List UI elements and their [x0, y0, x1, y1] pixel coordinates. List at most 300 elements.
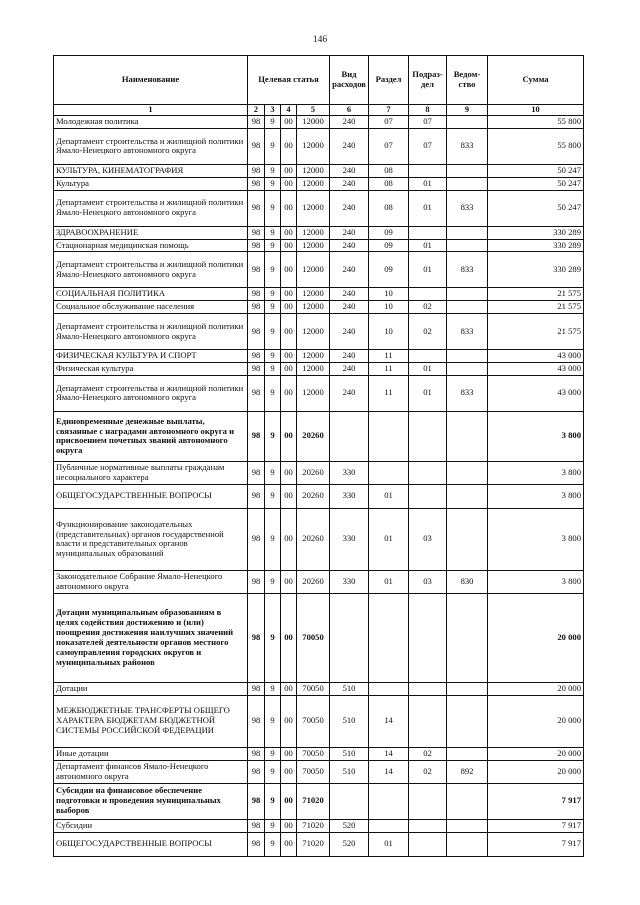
expense-type: 510 [330, 695, 369, 747]
target-code: 12000 [297, 288, 330, 301]
expense-type: 240 [330, 375, 369, 411]
row-name: Физическая культура [54, 363, 248, 376]
target-code: 12000 [297, 375, 330, 411]
amount: 20 000 [488, 695, 584, 747]
expense-type: 240 [330, 128, 369, 164]
amount: 7 917 [488, 832, 584, 856]
row-name: ОБЩЕГОСУДАРСТВЕННЫЕ ВОПРОСЫ [54, 832, 248, 856]
amount: 7 917 [488, 819, 584, 832]
row-name: Функционирование законодательных (представительных) органов государственной власти и представительных органов муниципальных образований [54, 508, 248, 570]
table-row [54, 288, 584, 301]
section-code: 01 [369, 484, 409, 508]
expense-type [330, 411, 369, 461]
department-code [447, 164, 488, 177]
section-code: 08 [369, 164, 409, 177]
subsection-code [409, 832, 447, 856]
target-subprogram: 9 [265, 314, 281, 350]
target-group: 00 [281, 190, 297, 226]
table-row [54, 226, 584, 239]
department-code [447, 819, 488, 832]
subsection-code: 02 [409, 301, 447, 314]
row-name: Департамент строительства и жилищной политики Ямало-Ненецкого автономного округа [54, 128, 248, 164]
row-name: Департамент строительства и жилищной политики Ямало-Ненецкого автономного округа [54, 314, 248, 350]
row-name: Законодательное Собрание Ямало-Ненецкого автономного округа [54, 570, 248, 593]
table-row [54, 239, 584, 252]
expense-type: 520 [330, 819, 369, 832]
target-subprogram: 9 [265, 128, 281, 164]
target-program: 98 [248, 363, 265, 376]
target-program: 98 [248, 461, 265, 484]
amount: 20 000 [488, 593, 584, 682]
page-number: 146 [312, 35, 328, 45]
budget-table [53, 55, 584, 857]
target-program: 98 [248, 819, 265, 832]
expense-type: 520 [330, 832, 369, 856]
row-name: Субсидии на финансовое обеспечение подготовки и проведения муниципальных выборов [54, 783, 248, 819]
table-row [54, 484, 584, 508]
column-number: 10 [488, 105, 584, 116]
target-program: 98 [248, 508, 265, 570]
subsection-code: 02 [409, 747, 447, 760]
section-code: 11 [369, 375, 409, 411]
expense-type: 330 [330, 570, 369, 593]
subsection-code: 01 [409, 177, 447, 190]
target-program: 98 [248, 252, 265, 288]
target-subprogram: 9 [265, 190, 281, 226]
amount: 21 575 [488, 314, 584, 350]
target-group: 00 [281, 747, 297, 760]
amount: 55 800 [488, 128, 584, 164]
department-code [447, 783, 488, 819]
amount: 55 800 [488, 116, 584, 129]
target-group: 00 [281, 164, 297, 177]
target-code: 20260 [297, 484, 330, 508]
section-code: 07 [369, 128, 409, 164]
target-code: 12000 [297, 252, 330, 288]
amount: 3 800 [488, 484, 584, 508]
target-program: 98 [248, 747, 265, 760]
target-program: 98 [248, 593, 265, 682]
amount: 7 917 [488, 783, 584, 819]
section-code [369, 819, 409, 832]
target-subprogram: 9 [265, 164, 281, 177]
subsection-code [409, 783, 447, 819]
target-program: 98 [248, 760, 265, 783]
target-program: 98 [248, 375, 265, 411]
table-row [54, 747, 584, 760]
target-group: 00 [281, 375, 297, 411]
subsection-code [409, 484, 447, 508]
subsection-code: 02 [409, 314, 447, 350]
target-subprogram: 9 [265, 288, 281, 301]
target-code: 20260 [297, 411, 330, 461]
row-name: Культура [54, 177, 248, 190]
expense-type: 240 [330, 177, 369, 190]
expense-type: 240 [330, 350, 369, 363]
department-code: 833 [447, 128, 488, 164]
subsection-code: 07 [409, 128, 447, 164]
target-subprogram: 9 [265, 239, 281, 252]
table-row [54, 252, 584, 288]
target-code: 20260 [297, 570, 330, 593]
subsection-code: 03 [409, 570, 447, 593]
section-code: 14 [369, 695, 409, 747]
column-number-row [54, 105, 584, 116]
target-program: 98 [248, 570, 265, 593]
target-subprogram: 9 [265, 350, 281, 363]
target-subprogram: 9 [265, 411, 281, 461]
target-code: 70050 [297, 760, 330, 783]
target-group: 00 [281, 239, 297, 252]
target-subprogram: 9 [265, 783, 281, 819]
row-name: Публичные нормативные выплаты гражданам несоциального характера [54, 461, 248, 484]
target-subprogram: 9 [265, 116, 281, 129]
target-code: 12000 [297, 177, 330, 190]
subsection-code: 01 [409, 252, 447, 288]
expense-type: 240 [330, 314, 369, 350]
expense-type: 240 [330, 288, 369, 301]
target-group: 00 [281, 288, 297, 301]
target-program: 98 [248, 314, 265, 350]
subsection-code [409, 288, 447, 301]
target-subprogram: 9 [265, 747, 281, 760]
department-code [447, 508, 488, 570]
column-number: 1 [54, 105, 248, 116]
target-program: 98 [248, 190, 265, 226]
column-number: 6 [330, 105, 369, 116]
target-group: 00 [281, 760, 297, 783]
amount: 3 800 [488, 570, 584, 593]
target-program: 98 [248, 695, 265, 747]
table-row [54, 350, 584, 363]
section-code: 08 [369, 177, 409, 190]
table-row [54, 832, 584, 856]
table-row [54, 164, 584, 177]
amount: 21 575 [488, 301, 584, 314]
target-code: 71020 [297, 832, 330, 856]
header-expense-type: Вид расходов [330, 56, 369, 105]
expense-type: 510 [330, 682, 369, 695]
expense-type: 510 [330, 747, 369, 760]
row-name: ЗДРАВООХРАНЕНИЕ [54, 226, 248, 239]
section-code: 08 [369, 190, 409, 226]
subsection-code: 01 [409, 190, 447, 226]
table-row [54, 508, 584, 570]
department-code [447, 682, 488, 695]
row-name: Департамент финансов Ямало-Ненецкого автономного округа [54, 760, 248, 783]
target-code: 70050 [297, 682, 330, 695]
section-code: 14 [369, 747, 409, 760]
row-name: Дотации [54, 682, 248, 695]
row-name: Иные дотации [54, 747, 248, 760]
subsection-code [409, 164, 447, 177]
target-subprogram: 9 [265, 593, 281, 682]
amount: 3 800 [488, 508, 584, 570]
section-code [369, 682, 409, 695]
target-code: 12000 [297, 128, 330, 164]
expense-type: 240 [330, 239, 369, 252]
subsection-code [409, 411, 447, 461]
column-number: 3 [265, 105, 281, 116]
target-code: 12000 [297, 314, 330, 350]
subsection-code: 02 [409, 760, 447, 783]
amount: 20 000 [488, 760, 584, 783]
row-name: ФИЗИЧЕСКАЯ КУЛЬТУРА И СПОРТ [54, 350, 248, 363]
target-subprogram: 9 [265, 832, 281, 856]
expense-type [330, 783, 369, 819]
column-number: 5 [297, 105, 330, 116]
target-subprogram: 9 [265, 301, 281, 314]
target-program: 98 [248, 411, 265, 461]
department-code [447, 695, 488, 747]
target-subprogram: 9 [265, 508, 281, 570]
target-group: 00 [281, 177, 297, 190]
subsection-code [409, 682, 447, 695]
target-group: 00 [281, 461, 297, 484]
target-subprogram: 9 [265, 760, 281, 783]
section-code [369, 461, 409, 484]
target-code: 70050 [297, 593, 330, 682]
target-subprogram: 9 [265, 226, 281, 239]
amount: 3 800 [488, 411, 584, 461]
table-row [54, 375, 584, 411]
header-row [54, 56, 584, 105]
target-group: 00 [281, 682, 297, 695]
expense-type: 330 [330, 484, 369, 508]
section-code: 09 [369, 226, 409, 239]
subsection-code [409, 819, 447, 832]
target-program: 98 [248, 682, 265, 695]
row-name: ОБЩЕГОСУДАРСТВЕННЫЕ ВОПРОСЫ [54, 484, 248, 508]
target-program: 98 [248, 288, 265, 301]
target-group: 00 [281, 226, 297, 239]
department-code [447, 363, 488, 376]
target-subprogram: 9 [265, 484, 281, 508]
section-code [369, 593, 409, 682]
amount: 43 000 [488, 350, 584, 363]
section-code: 07 [369, 116, 409, 129]
target-subprogram: 9 [265, 177, 281, 190]
subsection-code: 07 [409, 116, 447, 129]
row-name: Социальное обслуживание населения [54, 301, 248, 314]
section-code: 14 [369, 760, 409, 783]
target-program: 98 [248, 239, 265, 252]
section-code: 10 [369, 288, 409, 301]
target-group: 00 [281, 128, 297, 164]
target-code: 12000 [297, 350, 330, 363]
expense-type: 330 [330, 508, 369, 570]
department-code [447, 301, 488, 314]
target-code: 71020 [297, 783, 330, 819]
section-code: 01 [369, 508, 409, 570]
target-subprogram: 9 [265, 819, 281, 832]
row-name: Молодежная политика [54, 116, 248, 129]
target-code: 20260 [297, 508, 330, 570]
target-code: 12000 [297, 363, 330, 376]
amount: 330 289 [488, 239, 584, 252]
row-name: Единовременные денежные выплаты, связанные с наградами автономного округа и присвоением почетных званий автономного округа [54, 411, 248, 461]
target-program: 98 [248, 832, 265, 856]
target-code: 70050 [297, 747, 330, 760]
column-number: 8 [409, 105, 447, 116]
target-subprogram: 9 [265, 695, 281, 747]
department-code [447, 747, 488, 760]
target-code: 70050 [297, 695, 330, 747]
table-row [54, 128, 584, 164]
row-name: СОЦИАЛЬНАЯ ПОЛИТИКА [54, 288, 248, 301]
amount: 330 289 [488, 226, 584, 239]
expense-type: 240 [330, 252, 369, 288]
department-code [447, 461, 488, 484]
section-code: 11 [369, 350, 409, 363]
table-row [54, 783, 584, 819]
target-group: 00 [281, 484, 297, 508]
target-code: 12000 [297, 301, 330, 314]
target-subprogram: 9 [265, 682, 281, 695]
department-code [447, 226, 488, 239]
department-code [447, 288, 488, 301]
amount: 330 289 [488, 252, 584, 288]
department-code: 892 [447, 760, 488, 783]
subsection-code [409, 350, 447, 363]
department-code: 833 [447, 252, 488, 288]
header-section: Раздел [369, 56, 409, 105]
target-code: 12000 [297, 190, 330, 226]
table-row [54, 819, 584, 832]
table-row [54, 363, 584, 376]
subsection-code [409, 226, 447, 239]
row-name: Дотации муниципальным образованиям в целях содействия достижению и (или) поощрения достижения наилучших значений показателей деятельности органов местного самоуправления городских округов и муниципальных районов [54, 593, 248, 682]
amount: 20 000 [488, 682, 584, 695]
column-number: 4 [281, 105, 297, 116]
target-group: 00 [281, 314, 297, 350]
table-row [54, 116, 584, 129]
department-code [447, 411, 488, 461]
section-code: 11 [369, 363, 409, 376]
amount: 43 000 [488, 375, 584, 411]
table-row [54, 570, 584, 593]
header-subsection: Подраз-дел [409, 56, 447, 105]
target-subprogram: 9 [265, 363, 281, 376]
table-row [54, 461, 584, 484]
table-row [54, 177, 584, 190]
target-code: 12000 [297, 226, 330, 239]
header-target: Целевая статья [248, 56, 330, 105]
row-name: МЕЖБЮДЖЕТНЫЕ ТРАНСФЕРТЫ ОБЩЕГО ХАРАКТЕРА БЮДЖЕТАМ БЮДЖЕТНОЙ СИСТЕМЫ РОССИЙСКОЙ ФЕДЕРАЦИИ [54, 695, 248, 747]
section-code [369, 411, 409, 461]
target-program: 98 [248, 301, 265, 314]
amount: 50 247 [488, 190, 584, 226]
amount: 50 247 [488, 177, 584, 190]
target-group: 00 [281, 363, 297, 376]
department-code: 830 [447, 570, 488, 593]
target-program: 98 [248, 128, 265, 164]
row-name: Департамент строительства и жилищной политики Ямало-Ненецкого автономного округа [54, 252, 248, 288]
header-amount: Сумма [488, 56, 584, 105]
target-program: 98 [248, 164, 265, 177]
department-code: 833 [447, 190, 488, 226]
row-name: Департамент строительства и жилищной политики Ямало-Ненецкого автономного округа [54, 375, 248, 411]
table-row [54, 593, 584, 682]
expense-type: 240 [330, 301, 369, 314]
target-group: 00 [281, 832, 297, 856]
target-group: 00 [281, 252, 297, 288]
table-row [54, 411, 584, 461]
expense-type [330, 593, 369, 682]
section-code: 09 [369, 239, 409, 252]
expense-type: 330 [330, 461, 369, 484]
target-program: 98 [248, 226, 265, 239]
target-group: 00 [281, 819, 297, 832]
target-subprogram: 9 [265, 252, 281, 288]
target-group: 00 [281, 783, 297, 819]
target-code: 20260 [297, 461, 330, 484]
section-code: 10 [369, 301, 409, 314]
amount: 20 000 [488, 747, 584, 760]
target-group: 00 [281, 116, 297, 129]
section-code: 10 [369, 314, 409, 350]
subsection-code [409, 695, 447, 747]
department-code [447, 593, 488, 682]
row-name: КУЛЬТУРА, КИНЕМАТОГРАФИЯ [54, 164, 248, 177]
amount: 21 575 [488, 288, 584, 301]
table-body [54, 116, 584, 857]
target-program: 98 [248, 484, 265, 508]
target-group: 00 [281, 570, 297, 593]
section-code: 01 [369, 832, 409, 856]
expense-type: 240 [330, 226, 369, 239]
target-code: 12000 [297, 164, 330, 177]
amount: 3 800 [488, 461, 584, 484]
target-group: 00 [281, 350, 297, 363]
department-code: 833 [447, 375, 488, 411]
subsection-code: 03 [409, 508, 447, 570]
department-code [447, 484, 488, 508]
row-name: Субсидии [54, 819, 248, 832]
target-code: 71020 [297, 819, 330, 832]
section-code: 01 [369, 570, 409, 593]
table-row [54, 190, 584, 226]
target-program: 98 [248, 116, 265, 129]
amount: 50 247 [488, 164, 584, 177]
row-name: Департамент строительства и жилищной политики Ямало-Ненецкого автономного округа [54, 190, 248, 226]
column-number: 7 [369, 105, 409, 116]
header-department: Ведом-ство [447, 56, 488, 105]
subsection-code: 01 [409, 239, 447, 252]
target-subprogram: 9 [265, 570, 281, 593]
column-number: 9 [447, 105, 488, 116]
amount: 43 000 [488, 363, 584, 376]
target-program: 98 [248, 350, 265, 363]
table-row [54, 314, 584, 350]
target-code: 12000 [297, 116, 330, 129]
table-row [54, 301, 584, 314]
department-code: 833 [447, 314, 488, 350]
department-code [447, 832, 488, 856]
section-code [369, 783, 409, 819]
section-code: 09 [369, 252, 409, 288]
target-group: 00 [281, 301, 297, 314]
target-subprogram: 9 [265, 375, 281, 411]
expense-type: 510 [330, 760, 369, 783]
subsection-code: 01 [409, 375, 447, 411]
column-number: 2 [248, 105, 265, 116]
table-row [54, 760, 584, 783]
department-code [447, 116, 488, 129]
table-row [54, 695, 584, 747]
department-code [447, 177, 488, 190]
target-group: 00 [281, 411, 297, 461]
